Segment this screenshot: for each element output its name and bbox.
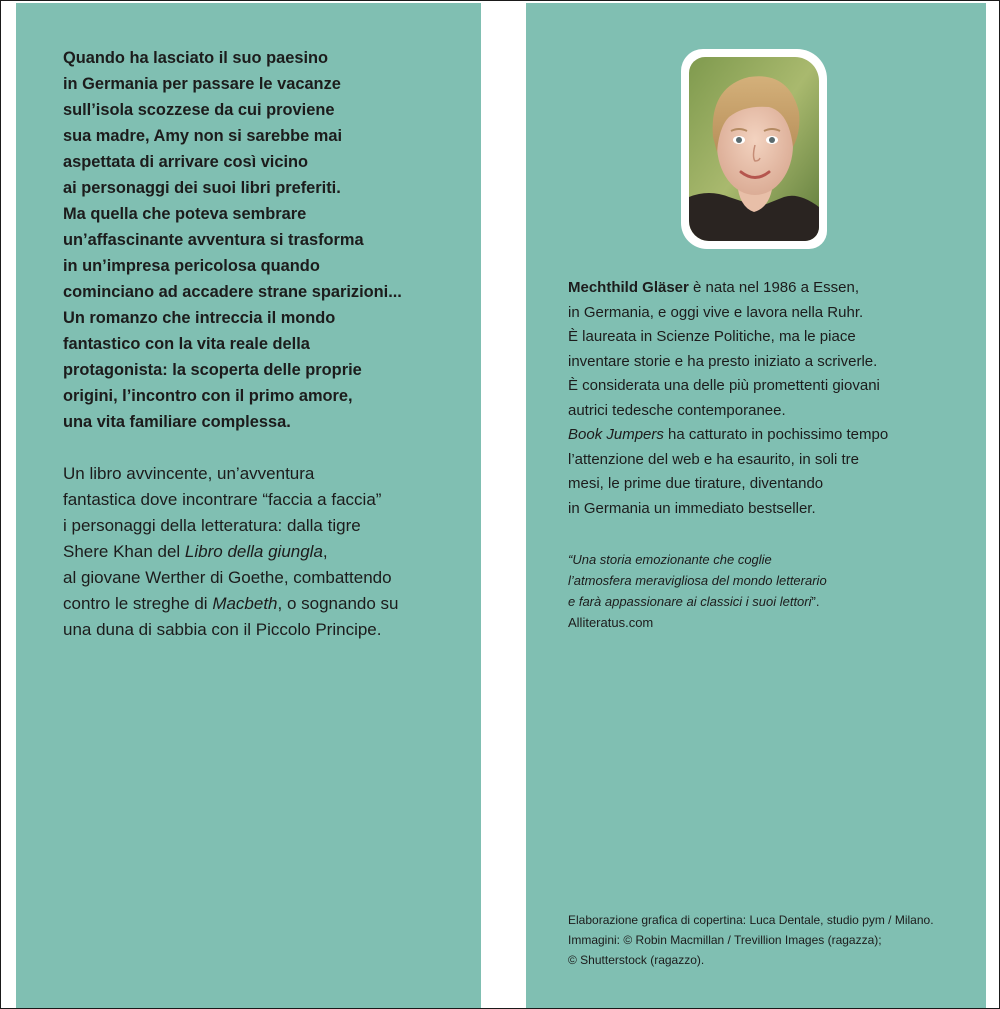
bio-line: È laureata in Scienze Politiche, ma le piace: [568, 328, 856, 345]
synopsis-bold-line: protagonista: la scoperta delle proprie: [63, 361, 362, 379]
bio-line: in Germania, e oggi vive e lavora nella Ruhr.: [568, 303, 864, 321]
bio-line: [568, 276, 973, 301]
synopsis-bold-line: origini, l’incontro con il primo amore,: [63, 387, 353, 405]
synopsis-bold-line: cominciano ad accadere strane sparizioni...: [63, 283, 402, 301]
synopsis-bold-line: un’affascinante avventura si trasforma: [63, 231, 364, 249]
bio-line: in Germania un immediato bestseller.: [568, 499, 816, 517]
synopsis-bold-line: ai personaggi dei suoi libri preferiti.: [63, 179, 341, 197]
author-name: Mechthild Gläser: [568, 279, 689, 296]
synopsis-line: al giovane Werther di Goethe, combattendo: [63, 568, 392, 587]
author-photo: [689, 57, 819, 241]
text-fragment: ”.: [811, 594, 820, 609]
synopsis-bold-line: una vita familiare complessa.: [63, 413, 291, 431]
book-title-macbeth: Macbeth: [212, 594, 278, 613]
quote-line: [568, 591, 968, 612]
review-quote: [568, 549, 968, 633]
synopsis-bold-line: sua madre, Amy non si sarebbe mai: [63, 127, 343, 145]
synopsis: [63, 45, 463, 643]
synopsis-bold-line: fantastico con la vita reale della: [63, 335, 310, 353]
bio-line: l’attenzione del web e ha esaurito, in soli tre: [568, 450, 860, 468]
synopsis-line: [63, 539, 463, 565]
bio-line: autrici tedesche contemporanee.: [568, 401, 786, 419]
quote-source: Alliteratus.com: [568, 615, 654, 630]
author-portrait-illustration: [689, 57, 819, 241]
synopsis-bold-line: Quando ha lasciato il suo paesino: [63, 49, 329, 67]
text-fragment: è nata nel 1986 a Essen,: [688, 279, 860, 296]
text-fragment: ,: [322, 542, 328, 561]
author-photo-frame: [681, 49, 827, 249]
credits-line: Immagini: © Robin Macmillan / Trevillion Images (ragazza);: [568, 933, 882, 947]
text-fragment: ha catturato in pochissimo tempo: [663, 426, 889, 443]
author-bio: [568, 276, 973, 521]
book-title-jungle-book: Libro della giungla: [184, 542, 323, 561]
synopsis-bold-line: Ma quella che poteva sembrare: [63, 205, 307, 223]
cover-credits: [568, 910, 978, 970]
credits-line: © Shutterstock (ragazzo).: [568, 953, 705, 967]
text-fragment: Shere Khan del: [63, 542, 185, 561]
synopsis-line: una duna di sabbia con il Piccolo Principe.: [63, 620, 382, 639]
bio-line: [568, 423, 973, 448]
synopsis-line: fantastica dove incontrare “faccia a faccia”: [63, 490, 382, 509]
quote-line: l’atmosfera meravigliosa del mondo letterario: [568, 573, 827, 588]
synopsis-bold-line: Un romanzo che intreccia il mondo: [63, 309, 336, 327]
quote-line: “Una storia emozionante che coglie: [568, 552, 772, 567]
synopsis-bold-line: aspettata di arrivare così vicino: [63, 153, 309, 171]
synopsis-bold-line: in Germania per passare le vacanze: [63, 75, 341, 93]
synopsis-regular-paragraph: [63, 461, 463, 643]
bio-line: mesi, le prime due tirature, diventando: [568, 475, 824, 492]
bio-line: È considerata una delle più promettenti giovani: [568, 377, 880, 394]
synopsis-bold-paragraph: [63, 45, 463, 435]
text-fragment: e farà appassionare ai classici i suoi lettori: [568, 594, 812, 609]
synopsis-line: [63, 591, 463, 617]
text-fragment: contro le streghe di: [63, 594, 213, 613]
book-title-book-jumpers: Book Jumpers: [568, 426, 664, 443]
bio-line: inventare storie e ha presto iniziato a scriverle.: [568, 352, 878, 370]
synopsis-bold-line: sull’isola scozzese da cui proviene: [63, 101, 335, 119]
synopsis-line: i personaggi della letteratura: dalla tigre: [63, 516, 361, 535]
credits-line: Elaborazione grafica di copertina: Luca Dentale, studio pym / Milano.: [568, 913, 934, 927]
text-fragment: , o sognando su: [277, 594, 399, 613]
front-flap-right: [526, 3, 986, 1008]
back-flap-left: [16, 3, 481, 1008]
synopsis-line: Un libro avvincente, un’avventura: [63, 464, 315, 483]
synopsis-bold-line: in un’impresa pericolosa quando: [63, 257, 320, 275]
